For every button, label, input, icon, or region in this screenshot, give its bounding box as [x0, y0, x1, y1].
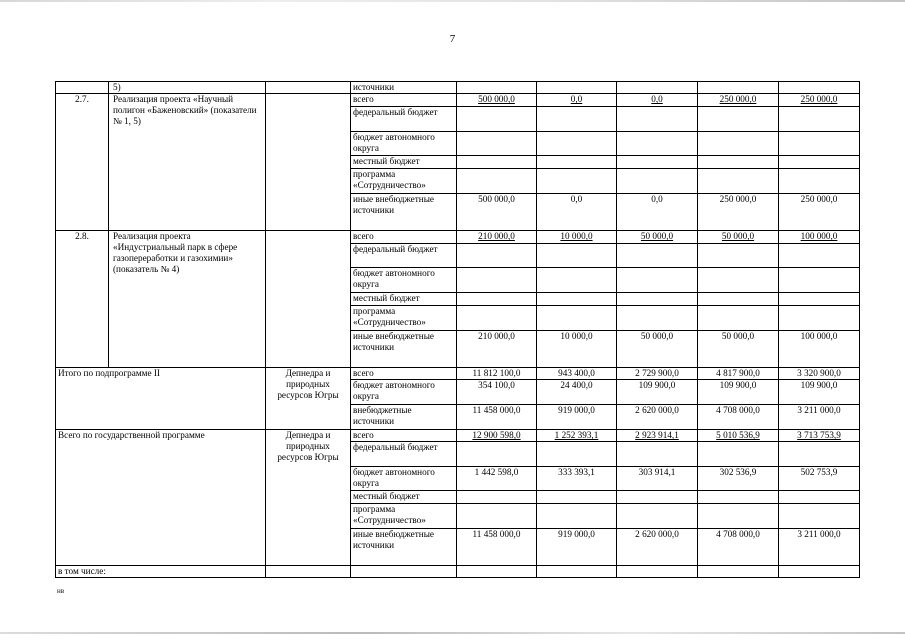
value-cell [617, 169, 698, 194]
value-cell [617, 566, 698, 578]
value-cell [457, 306, 537, 331]
value-cell [779, 504, 860, 529]
subtotal-label-cell: Итого по подпрограмме II [56, 368, 266, 430]
value-cell [617, 244, 698, 268]
value-cell [779, 132, 860, 156]
value-cell [779, 82, 860, 94]
value-cell: 50 000,0 [698, 331, 779, 368]
value-cell [617, 442, 698, 467]
value-cell: 50 000,0 [617, 231, 698, 244]
source-cell: всего [351, 368, 457, 380]
value-cell [537, 293, 617, 306]
table-row [56, 82, 860, 94]
value-cell [457, 293, 537, 306]
value-cell [698, 268, 779, 293]
value-cell [457, 82, 537, 94]
value-cell: 11 458 000,0 [457, 405, 537, 430]
value-cell: 919 000,0 [537, 529, 617, 566]
value-cell [617, 132, 698, 156]
value-cell [698, 566, 779, 578]
value-cell [698, 306, 779, 331]
value-cell [698, 491, 779, 504]
value-cell [779, 293, 860, 306]
source-cell: программа «Сотрудничество» [351, 306, 457, 331]
executor-cell: Депнедра и природных ресурсов Югры [266, 430, 351, 566]
source-cell: бюджет автономного округа [351, 380, 457, 405]
source-cell: всего [351, 231, 457, 244]
value-cell: 303 914,1 [617, 467, 698, 491]
value-cell: 3 320 900,0 [779, 368, 860, 380]
value-cell: 0,0 [537, 194, 617, 231]
value-cell: 354 100,0 [457, 380, 537, 405]
page-number: 7 [449, 33, 456, 45]
value-cell [779, 306, 860, 331]
value-cell: 2 923 914,1 [617, 430, 698, 442]
item-number-cell [56, 82, 109, 94]
value-cell [617, 504, 698, 529]
value-cell [457, 268, 537, 293]
value-cell: 3 211 000,0 [779, 529, 860, 566]
value-cell: 3 211 000,0 [779, 405, 860, 430]
table-row [56, 231, 860, 244]
value-cell [617, 82, 698, 94]
value-cell: 210 000,0 [457, 231, 537, 244]
scan-edge-top [0, 0, 905, 2]
table-row [56, 430, 860, 442]
value-cell [457, 491, 537, 504]
value-cell [537, 132, 617, 156]
value-cell [537, 82, 617, 94]
source-cell: программа «Сотрудничество» [351, 504, 457, 529]
value-cell [779, 107, 860, 132]
source-cell: местный бюджет [351, 293, 457, 306]
value-cell: 500 000,0 [457, 94, 537, 107]
value-cell: 502 753,9 [779, 467, 860, 491]
value-cell [457, 132, 537, 156]
value-cell [617, 107, 698, 132]
value-cell: 50 000,0 [698, 231, 779, 244]
value-cell [779, 442, 860, 467]
value-cell [698, 107, 779, 132]
value-cell: 250 000,0 [698, 194, 779, 231]
value-cell [698, 82, 779, 94]
source-cell: местный бюджет [351, 156, 457, 169]
value-cell [537, 566, 617, 578]
value-cell [617, 306, 698, 331]
source-cell: бюджет автономного округа [351, 467, 457, 491]
value-cell: 10 000,0 [537, 231, 617, 244]
value-cell [537, 244, 617, 268]
item-name-cell: Реализация проекта «Индустриальный парк в сфере газопереработки и газохимии» (показатель № 4) [109, 231, 266, 368]
value-cell [457, 566, 537, 578]
value-cell: 3 713 753,9 [779, 430, 860, 442]
value-cell: 0,0 [617, 194, 698, 231]
value-cell: 0,0 [617, 94, 698, 107]
value-cell: 1 442 598,0 [457, 467, 537, 491]
source-cell: иные внебюджетные источники [351, 529, 457, 566]
value-cell [698, 504, 779, 529]
value-cell [537, 268, 617, 293]
value-cell [537, 491, 617, 504]
value-cell [457, 244, 537, 268]
executor-cell [266, 82, 351, 94]
source-cell: федеральный бюджет [351, 107, 457, 132]
value-cell: 11 458 000,0 [457, 529, 537, 566]
source-cell: федеральный бюджет [351, 442, 457, 467]
value-cell [617, 156, 698, 169]
value-cell [457, 504, 537, 529]
value-cell: 109 900,0 [617, 380, 698, 405]
value-cell [537, 169, 617, 194]
value-cell [779, 244, 860, 268]
source-cell: иные внебюджетные источники [351, 331, 457, 368]
source-cell: иные внебюджетные источники [351, 194, 457, 231]
source-cell: местный бюджет [351, 491, 457, 504]
source-cell: бюджет автономного округа [351, 132, 457, 156]
value-cell: 919 000,0 [537, 405, 617, 430]
source-cell: внебюджетные источники [351, 405, 457, 430]
scan-edge-bottom [0, 632, 905, 634]
item-name-cell: 5) [109, 82, 266, 94]
value-cell: 2 620 000,0 [617, 529, 698, 566]
source-cell: федеральный бюджет [351, 244, 457, 268]
value-cell: 250 000,0 [779, 194, 860, 231]
value-cell: 333 393,1 [537, 467, 617, 491]
source-cell: источники [351, 82, 457, 94]
value-cell [537, 156, 617, 169]
value-cell [698, 132, 779, 156]
footnote-mark: нв [57, 587, 65, 595]
value-cell [779, 491, 860, 504]
value-cell: 943 400,0 [537, 368, 617, 380]
source-cell: программа «Сотрудничество» [351, 169, 457, 194]
table-row [56, 566, 860, 578]
executor-cell: Депнедра и природных ресурсов Югры [266, 368, 351, 430]
value-cell: 4 817 900,0 [698, 368, 779, 380]
item-number-cell: 2.8. [56, 231, 109, 368]
item-name-cell: Реализация проекта «Научный полигон «Баженовский» (показатели № 1, 5) [109, 94, 266, 231]
value-cell: 109 900,0 [698, 380, 779, 405]
source-cell: всего [351, 430, 457, 442]
value-cell [537, 306, 617, 331]
including-label-cell: в том числе: [56, 566, 266, 578]
table-row [56, 368, 860, 380]
budget-table [55, 81, 860, 578]
value-cell: 500 000,0 [457, 194, 537, 231]
value-cell: 210 000,0 [457, 331, 537, 368]
value-cell [779, 566, 860, 578]
executor-cell [266, 94, 351, 231]
value-cell [779, 169, 860, 194]
value-cell [698, 244, 779, 268]
value-cell [779, 268, 860, 293]
table-row [56, 94, 860, 107]
total-label-cell: Всего по государственной программе [56, 430, 266, 566]
value-cell [537, 107, 617, 132]
value-cell [617, 491, 698, 504]
value-cell: 2 729 900,0 [617, 368, 698, 380]
executor-cell [266, 566, 351, 578]
source-cell: бюджет автономного округа [351, 268, 457, 293]
value-cell [617, 293, 698, 306]
value-cell: 250 000,0 [779, 94, 860, 107]
value-cell: 302 536,9 [698, 467, 779, 491]
value-cell [537, 504, 617, 529]
value-cell [698, 442, 779, 467]
value-cell: 109 900,0 [779, 380, 860, 405]
value-cell [698, 156, 779, 169]
value-cell: 100 000,0 [779, 231, 860, 244]
value-cell [457, 442, 537, 467]
executor-cell [266, 231, 351, 368]
value-cell: 11 812 100,0 [457, 368, 537, 380]
source-cell [351, 566, 457, 578]
value-cell [698, 169, 779, 194]
value-cell: 10 000,0 [537, 331, 617, 368]
value-cell [457, 169, 537, 194]
value-cell: 2 620 000,0 [617, 405, 698, 430]
value-cell: 250 000,0 [698, 94, 779, 107]
value-cell: 4 708 000,0 [698, 529, 779, 566]
value-cell [537, 442, 617, 467]
value-cell [617, 268, 698, 293]
item-number-cell: 2.7. [56, 94, 109, 231]
value-cell: 4 708 000,0 [698, 405, 779, 430]
value-cell: 1 252 393,1 [537, 430, 617, 442]
source-cell: всего [351, 94, 457, 107]
value-cell: 12 900 598,0 [457, 430, 537, 442]
value-cell: 100 000,0 [779, 331, 860, 368]
value-cell: 50 000,0 [617, 331, 698, 368]
value-cell: 0,0 [537, 94, 617, 107]
value-cell [698, 293, 779, 306]
value-cell [779, 156, 860, 169]
value-cell [457, 156, 537, 169]
value-cell: 5 010 536,9 [698, 430, 779, 442]
value-cell [457, 107, 537, 132]
value-cell: 24 400,0 [537, 380, 617, 405]
